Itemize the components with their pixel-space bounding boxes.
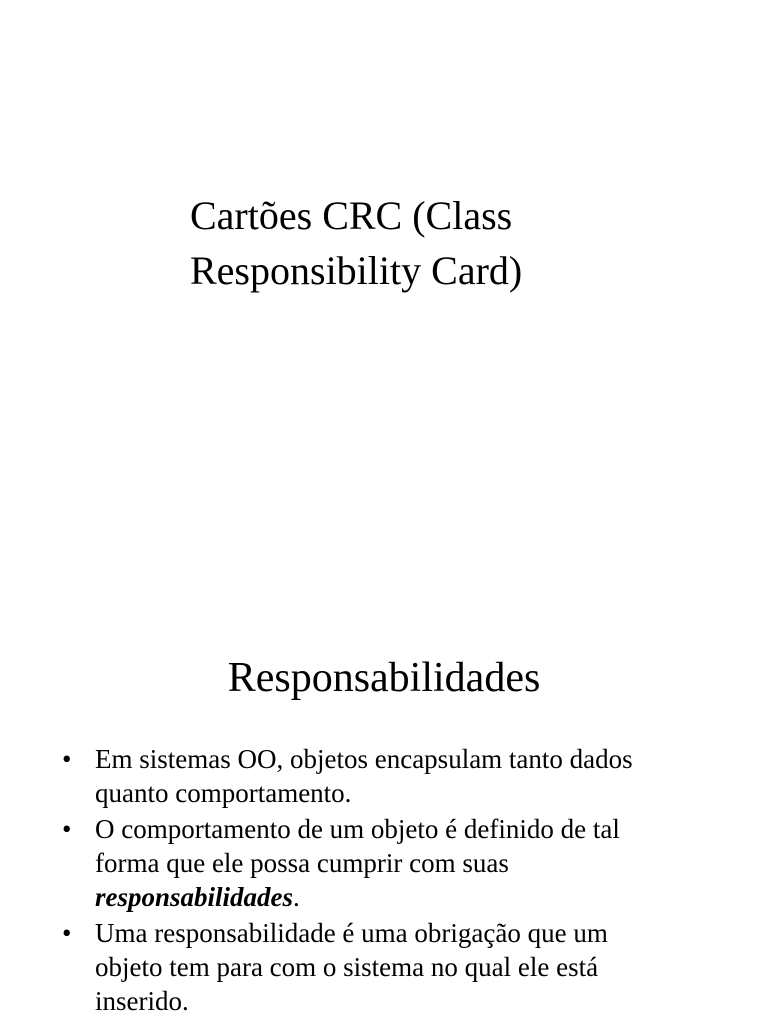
bullet-item: [62, 916, 722, 1018]
bullet-text-line: [95, 880, 722, 914]
bullet-item: [62, 742, 722, 810]
bullet-text-line: Em sistemas OO, objetos encapsulam tanto dados: [95, 744, 633, 774]
bullet-marker: •: [62, 744, 72, 774]
bullet-marker: •: [62, 814, 72, 844]
bullet-text-line: O comportamento de um objeto é definido de tal: [95, 814, 620, 844]
content-slide: [0, 576, 768, 1024]
slide-title: [190, 188, 522, 298]
emphasized-term: responsabilidades: [95, 882, 294, 912]
bullet-item: [62, 812, 722, 914]
slide-title-line-1: Cartões CRC (Class: [190, 193, 513, 238]
bullet-text-line: quanto comportamento.: [95, 778, 352, 808]
bullet-list: [62, 742, 722, 1020]
slide-title-line-2: Responsibility Card): [190, 248, 523, 293]
bullet-text-line: Uma responsabilidade é uma obrigação que um: [95, 918, 608, 948]
bullet-marker: •: [62, 918, 72, 948]
emphasis-suffix: .: [293, 882, 300, 912]
bullet-text-line: objeto tem para com o sistema no qual ele está: [95, 952, 599, 982]
bullet-text-line: inserido.: [95, 986, 189, 1016]
slide-heading: Responsabilidades: [227, 655, 541, 701]
bullet-text-line: forma que ele possa cumprir com suas: [95, 848, 509, 878]
